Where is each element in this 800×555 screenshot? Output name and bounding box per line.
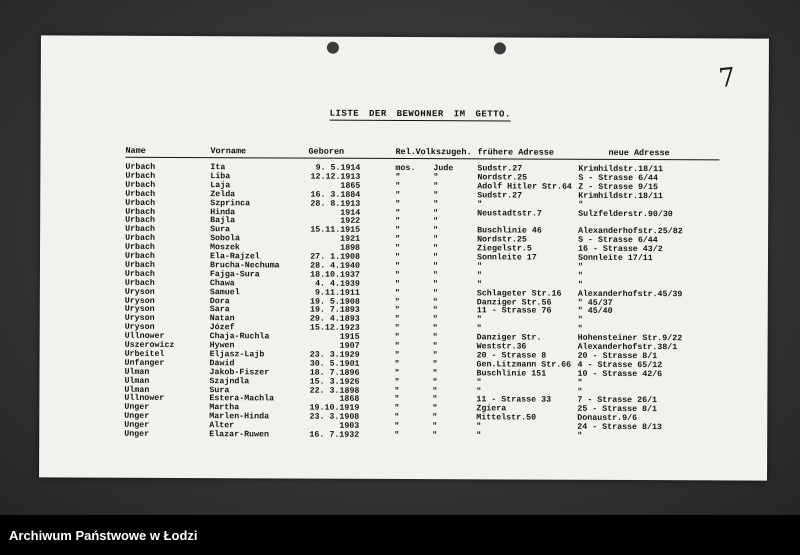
- cell-geboren: 1903: [339, 421, 360, 431]
- cell-neue-adresse: Alexanderhofstr.25/82: [578, 227, 683, 237]
- cell-geboren: 1914: [340, 208, 361, 218]
- cell-fruehere-adresse: Nordstr.25: [477, 173, 528, 183]
- cell-fruehere-adresse: ": [476, 324, 482, 334]
- header-fruehere-adresse: frühere Adresse: [477, 147, 554, 158]
- cell-fruehere-adresse: ": [476, 271, 482, 281]
- cell-fruehere-adresse: Neustadtstr.7: [477, 208, 542, 219]
- cell-name: Unger: [124, 411, 150, 422]
- cell-name: Urbach: [125, 198, 156, 208]
- cell-geboren: 16. 7.1932: [309, 430, 360, 440]
- cell-name: Uryson: [124, 296, 155, 306]
- document-page: [39, 35, 769, 480]
- cell-name: Uryson: [124, 287, 155, 297]
- cell-geboren: 12.12.1913: [310, 172, 361, 182]
- cell-vorname: Estera-Machla: [209, 394, 275, 404]
- cell-vorname: Józef: [209, 323, 235, 333]
- cell-geboren: 19.10.1919: [309, 403, 360, 414]
- cell-vorname: Dawid: [209, 358, 235, 369]
- cell-fruehere-adresse: ": [477, 199, 483, 209]
- cell-vorname: Liba: [210, 172, 231, 182]
- archive-label: Archiwum Państwowe w Łodzi: [9, 528, 198, 543]
- cell-fruehere-adresse: 11 - Strasse 33: [476, 395, 552, 406]
- cell-name: Urbach: [124, 278, 155, 288]
- cell-fruehere-adresse: ": [476, 386, 482, 396]
- cell-geboren: 18.10.1937: [310, 270, 360, 280]
- cell-religion: ": [395, 208, 401, 218]
- cell-volkszugehoerigkeit: ": [433, 199, 439, 209]
- header-name: Name: [125, 145, 146, 156]
- cell-neue-adresse: ": [577, 280, 583, 290]
- document-title: LISTE DER BEWOHNER IM GETTO.: [329, 108, 511, 120]
- cell-neue-adresse: 24 - Strasse 8/13: [577, 422, 662, 433]
- cell-fruehere-adresse: Ziegelstr.5: [477, 244, 532, 254]
- cell-religion: ": [394, 315, 400, 325]
- cell-name: Urbach: [124, 269, 155, 279]
- cell-religion: ": [394, 377, 400, 387]
- cell-geboren: 19. 7.1893: [309, 305, 360, 316]
- cell-name: Unger: [124, 429, 150, 439]
- cell-geboren: 4. 4.1939: [315, 279, 360, 289]
- cell-fruehere-adresse: Weststr.36: [476, 342, 527, 352]
- punch-hole-left: [327, 42, 339, 54]
- cell-volkszugehoerigkeit: ": [432, 404, 438, 414]
- cell-religion: ": [395, 181, 401, 191]
- cell-religion: ": [394, 288, 400, 298]
- cell-geboren: 1915: [339, 332, 360, 342]
- cell-geboren: 15. 3.1926: [309, 377, 360, 387]
- cell-neue-adresse: S - Strasse 6/44: [578, 235, 658, 246]
- cell-volkszugehoerigkeit: ": [432, 431, 438, 441]
- cell-vorname: Samuel: [209, 287, 240, 297]
- cell-name: Urbach: [125, 216, 156, 226]
- cell-neue-adresse: Z - Strasse 9/15: [578, 182, 659, 192]
- cell-name: Ulman: [124, 376, 150, 386]
- archive-footer-bar: [0, 515, 800, 555]
- cell-fruehere-adresse: Nordstr.25: [477, 235, 527, 245]
- cell-geboren: 1921: [340, 234, 361, 244]
- cell-religion: ": [394, 386, 400, 396]
- cell-vorname: Sura: [210, 225, 231, 235]
- cell-vorname: Eljasz-Lajb: [209, 350, 265, 360]
- cell-geboren: 28. 4.1940: [310, 261, 360, 271]
- cell-vorname: Alter: [209, 421, 235, 431]
- cell-name: Unger: [124, 403, 150, 413]
- cell-name: Ullnower: [124, 331, 165, 342]
- cell-name: Urbach: [125, 180, 156, 190]
- cell-neue-adresse: Krimhildstr.18/11: [578, 164, 664, 175]
- cell-geboren: 29. 4.1893: [309, 314, 360, 325]
- cell-fruehere-adresse: Danziger Str.: [476, 333, 542, 343]
- cell-geboren: 19. 5.1908: [309, 297, 360, 307]
- cell-geboren: 1898: [340, 243, 361, 253]
- cell-religion: ": [395, 226, 401, 236]
- cell-volkszugehoerigkeit: ": [432, 270, 438, 280]
- cell-fruehere-adresse: Sudstr.27: [477, 164, 523, 174]
- cell-geboren: 28. 8.1913: [310, 199, 361, 209]
- cell-neue-adresse: ": [577, 262, 583, 272]
- cell-vorname: Hinda: [210, 207, 236, 217]
- cell-religion: ": [394, 368, 400, 378]
- cell-volkszugehoerigkeit: ": [433, 226, 439, 236]
- cell-volkszugehoerigkeit: ": [433, 190, 439, 200]
- cell-vorname: Natan: [209, 314, 235, 324]
- cell-name: Urbach: [125, 207, 156, 217]
- cell-name: Unfanger: [124, 358, 165, 368]
- cell-geboren: 18. 7.1896: [309, 368, 360, 378]
- cell-vorname: Ita: [210, 163, 226, 173]
- cell-geboren: 1922: [340, 217, 361, 227]
- cell-fruehere-adresse: Sonnleite 17: [476, 253, 537, 263]
- cell-volkszugehoerigkeit: ": [432, 288, 438, 298]
- cell-volkszugehoerigkeit: ": [432, 377, 438, 387]
- cell-geboren: 9.11.1911: [315, 288, 360, 298]
- cell-vorname: Chaja-Ruchla: [209, 332, 270, 342]
- cell-fruehere-adresse: 20 - Strasse 8: [476, 351, 547, 361]
- cell-vorname: Jakob-Fiszer: [209, 367, 270, 378]
- cell-religion: ": [394, 333, 400, 343]
- header-religion: Rel.: [395, 146, 416, 158]
- cell-volkszugehoerigkeit: Jude: [433, 164, 454, 174]
- cell-volkszugehoerigkeit: ": [432, 368, 438, 378]
- cell-religion: ": [394, 261, 400, 271]
- cell-name: Urbach: [125, 233, 155, 244]
- cell-geboren: 1865: [340, 181, 361, 191]
- cell-name: Urbeitel: [124, 349, 165, 359]
- cell-religion: ": [395, 172, 401, 182]
- cell-geboren: 1907: [339, 341, 360, 351]
- punch-hole-right: [494, 42, 506, 54]
- cell-vorname: Bajla: [210, 216, 236, 226]
- cell-name: Urbach: [125, 171, 156, 181]
- cell-geboren: 30. 5.1901: [309, 359, 360, 369]
- cell-volkszugehoerigkeit: ": [432, 359, 438, 369]
- cell-name: Unger: [124, 420, 150, 430]
- cell-neue-adresse: ": [577, 316, 583, 326]
- cell-volkszugehoerigkeit: ": [432, 386, 438, 396]
- cell-fruehere-adresse: Buschlinie 46: [477, 226, 542, 236]
- cell-name: Uryson: [124, 314, 155, 324]
- cell-neue-adresse: ": [577, 271, 583, 281]
- cell-vorname: Sara: [209, 305, 230, 315]
- cell-fruehere-adresse: Schlageter Str.16: [476, 288, 562, 299]
- header-volkszugehoerigkeit: Volkszugeh.: [415, 147, 472, 158]
- cell-neue-adresse: Donaustr.9/6: [577, 413, 638, 424]
- cell-volkszugehoerigkeit: ": [432, 253, 439, 263]
- cell-name: Ulman: [124, 367, 150, 377]
- cell-religion: ": [395, 217, 401, 227]
- cell-fruehere-adresse: ": [476, 280, 482, 290]
- cell-fruehere-adresse: Zgiera: [476, 404, 507, 414]
- cell-volkszugehoerigkeit: ": [432, 422, 438, 432]
- cell-religion: ": [394, 404, 400, 414]
- cell-geboren: 9. 5.1914: [315, 163, 361, 173]
- cell-neue-adresse: Hohensteiner Str.9/22: [577, 333, 683, 344]
- cell-volkszugehoerigkeit: ": [433, 244, 439, 254]
- cell-vorname: Chawa: [209, 278, 235, 288]
- cell-vorname: Sobola: [210, 234, 240, 244]
- cell-volkszugehoerigkeit: ": [432, 324, 438, 334]
- cell-religion: ": [394, 341, 400, 351]
- cell-fruehere-adresse: Mittelstr.50: [476, 413, 537, 423]
- cell-fruehere-adresse: Adolf Hitler Str.64: [477, 182, 572, 192]
- cell-volkszugehoerigkeit: ": [432, 297, 438, 307]
- cell-vorname: Hywen: [209, 341, 235, 351]
- cell-religion: ": [394, 270, 400, 280]
- cell-fruehere-adresse: ": [476, 262, 482, 272]
- cell-volkszugehoerigkeit: ": [432, 306, 438, 316]
- cell-geboren: 1868: [339, 395, 360, 405]
- cell-religion: ": [394, 324, 400, 334]
- cell-volkszugehoerigkeit: ": [432, 351, 438, 361]
- cell-neue-adresse: Krimhildstr.18/11: [578, 191, 663, 201]
- cell-fruehere-adresse: Sudstr.27: [477, 191, 523, 201]
- cell-volkszugehoerigkeit: ": [432, 395, 438, 405]
- cell-volkszugehoerigkeit: ": [432, 413, 438, 423]
- cell-volkszugehoerigkeit: ": [433, 208, 439, 218]
- cell-fruehere-adresse: 11 - Strasse 76: [476, 306, 552, 317]
- cell-name: Urbach: [125, 189, 156, 199]
- cell-neue-adresse: " 45/40: [577, 307, 613, 317]
- cell-religion: ": [394, 306, 400, 316]
- cell-religion: ": [394, 297, 400, 307]
- cell-religion: ": [394, 422, 400, 432]
- cell-fruehere-adresse: ": [476, 377, 482, 387]
- cell-geboren: 16. 3.1884: [310, 190, 361, 200]
- cell-neue-adresse: ": [577, 431, 583, 441]
- cell-religion: mos.: [395, 163, 416, 174]
- cell-name: Uryson: [124, 322, 155, 333]
- cell-neue-adresse: ": [577, 378, 583, 388]
- cell-name: Uszerowicz: [124, 340, 175, 350]
- cell-volkszugehoerigkeit: ": [432, 262, 438, 272]
- cell-religion: ": [394, 430, 400, 440]
- cell-religion: ": [394, 279, 400, 289]
- header-vorname: Vorname: [210, 146, 247, 157]
- cell-neue-adresse: ": [578, 200, 584, 210]
- cell-name: Urbach: [124, 251, 155, 261]
- cell-neue-adresse: 25 - Strasse 8/1: [577, 405, 658, 415]
- cell-religion: ": [395, 190, 401, 200]
- cell-vorname: Ela-Rajzel: [209, 252, 260, 262]
- cell-volkszugehoerigkeit: ": [433, 217, 439, 227]
- cell-fruehere-adresse: ": [476, 315, 482, 325]
- cell-neue-adresse: ": [577, 324, 583, 334]
- cell-neue-adresse: " 45/37: [577, 298, 613, 308]
- cell-religion: ": [394, 350, 400, 360]
- cell-fruehere-adresse: Gen.Litzmann Str.66: [476, 360, 572, 370]
- cell-vorname: Zelda: [210, 189, 236, 199]
- cell-volkszugehoerigkeit: ": [432, 333, 438, 343]
- cell-vorname: Szprinca: [210, 198, 251, 208]
- cell-neue-adresse: Sonnleite 17/11: [577, 253, 653, 264]
- cell-volkszugehoerigkeit: ": [432, 279, 438, 289]
- page-number: 7: [717, 62, 737, 95]
- header-geboren: Geboren: [308, 146, 345, 157]
- cell-name: Uryson: [124, 305, 155, 315]
- cell-volkszugehoerigkeit: ": [433, 181, 439, 191]
- cell-volkszugehoerigkeit: ": [433, 235, 439, 245]
- cell-volkszugehoerigkeit: ": [433, 173, 439, 183]
- cell-religion: ": [394, 252, 401, 262]
- cell-vorname: Moszek: [210, 243, 240, 253]
- cell-religion: ": [395, 199, 401, 209]
- cell-geboren: 15.11.1915: [310, 225, 361, 236]
- cell-vorname: Sura: [209, 385, 230, 395]
- cell-vorname: Elazar-Ruwen: [209, 430, 269, 440]
- cell-religion: ": [395, 244, 401, 254]
- cell-vorname: Marlen-Hinda: [209, 412, 270, 422]
- cell-religion: ": [395, 235, 401, 245]
- cell-geboren: 22. 3.1898: [309, 386, 360, 396]
- cell-vorname: Szajndla: [209, 376, 250, 386]
- cell-neue-adresse: S - Strasse 6/44: [578, 173, 659, 183]
- cell-vorname: Brucha-Nechuma: [209, 261, 280, 271]
- cell-name: Urbach: [125, 225, 156, 235]
- cell-neue-adresse: 16 - Strasse 43/2: [578, 244, 663, 255]
- cell-fruehere-adresse: ": [476, 422, 482, 432]
- cell-vorname: Laja: [210, 180, 231, 191]
- cell-vorname: Dora: [209, 296, 230, 306]
- cell-neue-adresse: Alexanderhofstr.45/39: [577, 289, 683, 299]
- cell-fruehere-adresse: Buschlinie 151: [476, 369, 547, 379]
- cell-volkszugehoerigkeit: ": [432, 342, 438, 352]
- cell-religion: ": [394, 359, 400, 369]
- cell-name: Urbach: [125, 242, 155, 253]
- cell-name: Ulman: [124, 385, 150, 395]
- cell-neue-adresse: Alexanderhofstr.38/1: [577, 342, 678, 353]
- cell-neue-adresse: Sulzfelderstr.90/30: [578, 209, 673, 219]
- cell-name: Urbach: [125, 162, 156, 172]
- cell-religion: ": [394, 413, 400, 423]
- cell-neue-adresse: 4 - Strasse 65/12: [577, 360, 663, 370]
- cell-name: Ullnower: [124, 394, 165, 404]
- cell-fruehere-adresse: ": [476, 431, 482, 441]
- header-neue-adresse: neue Adresse: [608, 147, 670, 159]
- cell-neue-adresse: 10 - Strasse 42/6: [577, 369, 663, 379]
- cell-name: Urbach: [124, 260, 155, 270]
- cell-religion: ": [394, 395, 400, 405]
- cell-geboren: 23. 3.1929: [309, 350, 360, 360]
- cell-volkszugehoerigkeit: ": [432, 315, 438, 325]
- cell-neue-adresse: 7 - Strasse 26/1: [577, 396, 658, 406]
- cell-geboren: 23. 3.1908: [309, 412, 360, 422]
- cell-fruehere-adresse: Danziger Str.56: [476, 297, 552, 308]
- cell-vorname: Martha: [209, 403, 240, 413]
- cell-neue-adresse: ": [577, 387, 583, 397]
- cell-geboren: 27. 1.1908: [310, 252, 361, 262]
- cell-geboren: 15.12.1923: [309, 323, 360, 333]
- cell-vorname: Fajga-Sura: [209, 269, 260, 280]
- cell-neue-adresse: 20 - Strasse 8/1: [577, 351, 658, 361]
